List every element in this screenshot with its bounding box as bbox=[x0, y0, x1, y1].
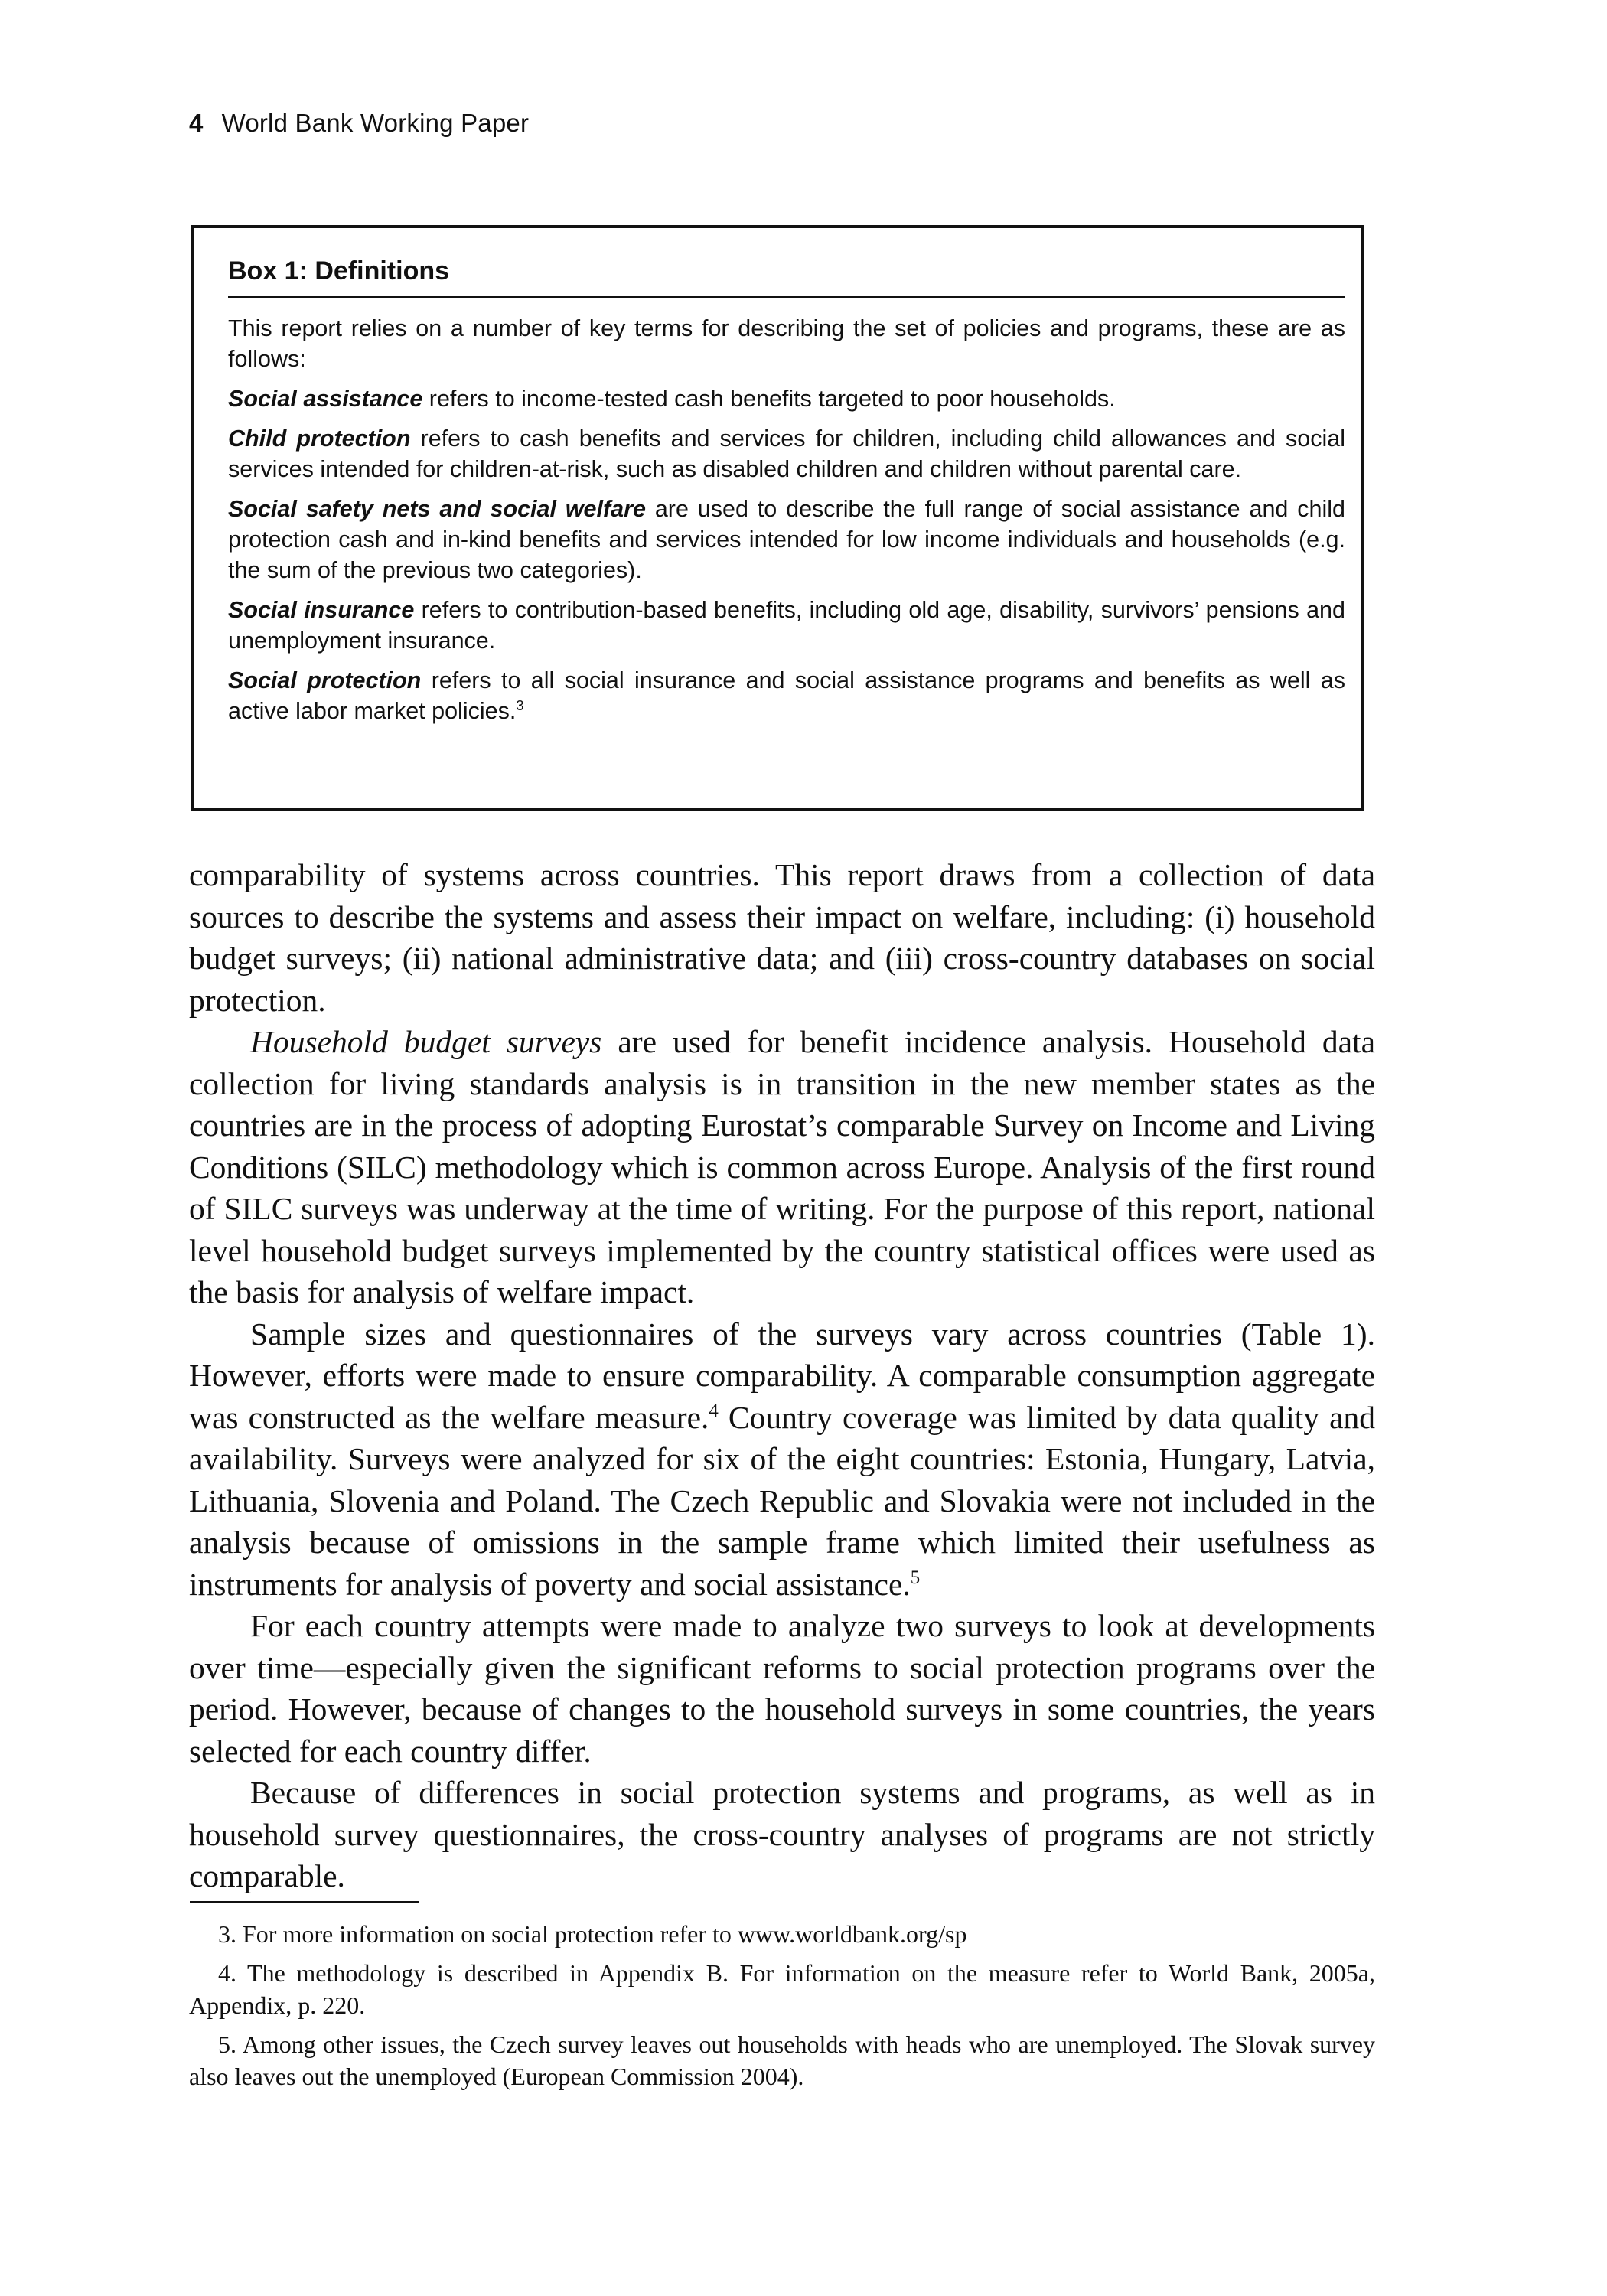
paragraph-text: Sample sizes and questionnaires of the surveys vary across countries (Table 1). However, efforts were made to ensure comparability. A comparable consumption aggregate was constructed as the welfare measure. bbox=[189, 1316, 1375, 1435]
running-header bbox=[189, 109, 529, 138]
definition-social-insurance bbox=[228, 595, 1345, 656]
footnote-4: 4. The methodology is described in Appendix B. For information on the measure refer to World Bank, 2005a, Appendix, p. 220. bbox=[189, 1959, 1375, 2019]
definition-text: refers to income-tested cash benefits targeted to poor households. bbox=[422, 386, 1116, 412]
page-number: 4 bbox=[189, 109, 204, 137]
footnotes bbox=[189, 1918, 1375, 2099]
definition-social-safety-nets bbox=[228, 494, 1345, 585]
footnote-5: 5. Among other issues, the Czech survey leaves out households with heads who are unemployed. The Slovak survey also leaves out the unemployed (European Commission 2004). bbox=[189, 2030, 1375, 2090]
box-title: Box 1: Definitions bbox=[228, 256, 1345, 298]
paragraph-text: are used for benefit incidence analysis. Household data collection for living standards analysis is in transition in the new member states as the countries are in the process of adopting Eurostat’s comparable Survey on Income and Living Conditions (SILC) methodology which is common across Europe. Analysis of the first round of SILC surveys was underway at the time of writing. For the purpose of this report, national level household budget surveys implemented by the country statistical offices were used as the basis for analysis of welfare impact. bbox=[189, 1024, 1376, 1309]
paragraph bbox=[189, 1313, 1375, 1606]
running-title: World Bank Working Paper bbox=[221, 109, 530, 137]
box-intro: This report relies on a number of key terms for describing the set of policies and programs, these are as follows: bbox=[228, 315, 1345, 372]
paragraph bbox=[189, 1021, 1375, 1313]
emphasis: Household budget surveys bbox=[250, 1024, 602, 1059]
footnote-3: 3. For more information on social protection refer to www.worldbank.org/sp bbox=[218, 1920, 967, 1948]
definition-text: refers to contribution-based benefits, including old age, disability, survivors’ pensions and unemployment insurance. bbox=[228, 597, 1345, 654]
footnote-ref: 4 bbox=[709, 1400, 719, 1421]
paragraph-text: Country coverage was limited by data quality and availability. Surveys were analyzed for six of the eight countries: Estonia, Hungary, Latvia, Lithuania, Slovenia and Poland. The Czech Republic and Slovakia were not included in the analysis because of omissions in the sample frame which limited their usefulness as instruments for analysis of poverty and social assistance. bbox=[189, 1399, 1376, 1602]
definition-term: Social assistance bbox=[228, 386, 423, 412]
definition-social-assistance bbox=[228, 383, 1345, 414]
footnote-divider bbox=[190, 1901, 419, 1903]
definition-social-protection bbox=[228, 665, 1345, 726]
footnote-ref: 3 bbox=[516, 696, 524, 713]
definition-term: Social insurance bbox=[228, 597, 415, 623]
definition-term: Child protection bbox=[228, 426, 411, 452]
definition-term: Social protection bbox=[228, 667, 422, 693]
definitions-box bbox=[191, 225, 1364, 811]
paragraph: comparability of systems across countries. This report draws from a collection of data sources to describe the systems and assess their impact on welfare, including: (i) household budget surveys; (ii) national administrative data; and (iii) cross-country databases on social protection. bbox=[189, 857, 1375, 1018]
paragraph: For each country attempts were made to analyze two surveys to look at developments over time—especially given the significant reforms to social protection programs over the period. However, because of changes to the household surveys in some countries, the years selected for each country differ. bbox=[189, 1608, 1375, 1769]
definition-child-protection bbox=[228, 423, 1345, 484]
definition-text: refers to cash benefits and services for children, including child allowances and social services intended for children-at-risk, such as disabled children and children without parental care. bbox=[228, 426, 1345, 482]
body-text bbox=[189, 854, 1375, 1897]
definitions-box-content bbox=[228, 256, 1345, 735]
paragraph: Because of differences in social protection systems and programs, as well as in household survey questionnaires, the cross-country analyses of programs are not strictly comparable. bbox=[189, 1775, 1375, 1893]
definition-term: Social safety nets and social welfare bbox=[228, 496, 646, 522]
definition-text: refers to all social insurance and social assistance programs and benefits as well as active labor market policies. bbox=[228, 667, 1345, 724]
definition-text: are used to describe the full range of social assistance and child protection cash and in-kind benefits and services intended for low income individuals and households (e.g. the sum of the previous two categories). bbox=[228, 496, 1345, 583]
footnote-ref: 5 bbox=[910, 1567, 921, 1588]
